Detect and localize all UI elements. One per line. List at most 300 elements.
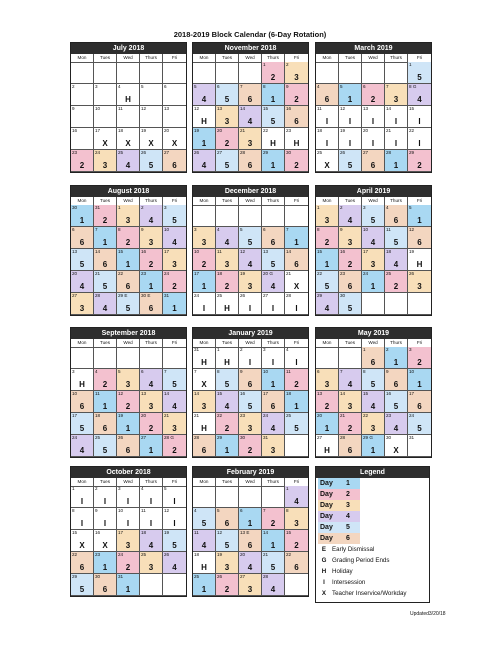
day-cell xyxy=(239,530,262,552)
rotation-code: 5 xyxy=(393,402,399,411)
date-number: 29 G xyxy=(363,435,373,440)
weekday-header xyxy=(193,54,308,62)
date-number: 9 xyxy=(141,227,144,232)
rotation-code: 5 xyxy=(79,260,85,269)
day-cell xyxy=(71,508,94,530)
day-cell xyxy=(385,62,408,84)
date-number: 25 xyxy=(386,271,392,276)
day-cell xyxy=(408,391,431,413)
rotation-code: I xyxy=(103,497,107,506)
rotation-code: 3 xyxy=(148,238,154,247)
date-number: 19 xyxy=(194,128,200,133)
rotation-code: X xyxy=(393,446,399,455)
rotation-code: 3 xyxy=(370,260,376,269)
rotation-code: 3 xyxy=(172,260,177,269)
weekday-label: Wed xyxy=(117,197,140,206)
day-cell xyxy=(316,62,339,84)
date-number: 13 xyxy=(164,106,170,111)
day-cell xyxy=(163,530,186,552)
date-number: 1 xyxy=(118,205,121,210)
legend-code: X xyxy=(321,590,327,597)
day-cell xyxy=(262,106,285,128)
day-cell xyxy=(94,106,117,128)
rotation-code: 3 xyxy=(224,260,230,269)
date-number: 26 xyxy=(240,293,246,298)
rotation-code: 5 xyxy=(347,304,353,313)
day-cell xyxy=(163,508,186,530)
date-number: 19 xyxy=(340,128,346,133)
day-cell xyxy=(140,293,163,315)
date-number: 7 xyxy=(194,369,197,374)
rotation-code: 4 xyxy=(148,216,154,225)
date-number: 17 xyxy=(72,413,78,418)
date-number: 28 xyxy=(240,150,246,155)
rotation-code: 1 xyxy=(270,161,276,170)
date-number: 12 xyxy=(194,106,200,111)
date-number: 17 xyxy=(164,249,170,254)
day-cell xyxy=(262,391,285,413)
day-cell xyxy=(216,486,239,508)
day-cell xyxy=(117,150,140,172)
rotation-code: 5 xyxy=(224,541,230,550)
day-cell xyxy=(385,391,408,413)
rotation-code: 2 xyxy=(294,95,299,104)
day-cell xyxy=(117,106,140,128)
date-number: 15 xyxy=(317,249,323,254)
day-cell xyxy=(339,62,362,84)
date-number: 12 xyxy=(240,249,246,254)
date-number: 21 xyxy=(340,413,346,418)
day-cell xyxy=(140,128,163,150)
rotation-code: 4 xyxy=(270,585,276,594)
day-cell xyxy=(339,249,362,271)
rotation-code: I xyxy=(173,497,176,506)
rotation-code: 4 xyxy=(172,563,177,572)
date-number: 27 xyxy=(263,293,269,298)
day-cell xyxy=(408,435,431,457)
day-cell xyxy=(262,249,285,271)
day-cell xyxy=(163,552,186,574)
day-cell xyxy=(285,293,308,315)
date-number: 23 xyxy=(141,271,147,276)
legend-code-desc: Grading Period Ends xyxy=(332,557,390,564)
rotation-code: X xyxy=(324,161,330,170)
weekday-label: Fri xyxy=(163,54,186,63)
rotation-code: 4 xyxy=(201,161,207,170)
date-number: 19 xyxy=(164,530,170,535)
day-cell xyxy=(362,84,385,106)
day-cell xyxy=(239,84,262,106)
day-cell xyxy=(117,508,140,530)
day-cell xyxy=(71,128,94,150)
day-cell xyxy=(117,227,140,249)
day-cell xyxy=(239,413,262,435)
legend-day-number: 3 xyxy=(346,502,350,509)
rotation-code: 1 xyxy=(347,95,353,104)
date-number: 23 xyxy=(386,413,392,418)
rotation-code: 5 xyxy=(247,402,253,411)
date-number: 25 xyxy=(141,552,147,557)
date-number: 31 xyxy=(194,347,200,352)
day-cell xyxy=(117,391,140,413)
day-cell xyxy=(285,530,308,552)
date-number: 12 xyxy=(409,227,415,232)
date-number: 3 xyxy=(363,205,366,210)
legend-day-swatch xyxy=(318,478,360,489)
date-number: 13 xyxy=(263,249,269,254)
day-cell xyxy=(94,128,117,150)
day-cell xyxy=(362,413,385,435)
rotation-code: 5 xyxy=(417,73,422,82)
day-cell xyxy=(71,552,94,574)
date-number: 28 xyxy=(194,435,200,440)
rotation-code: 1 xyxy=(370,446,376,455)
day-cell xyxy=(385,435,408,457)
rotation-code: 6 xyxy=(224,519,230,528)
day-cell xyxy=(216,227,239,249)
date-number: 11 xyxy=(386,227,391,232)
rotation-code: 6 xyxy=(148,304,154,313)
day-cell xyxy=(262,508,285,530)
weekday-header xyxy=(193,197,308,205)
day-cell xyxy=(239,249,262,271)
date-number: 12 xyxy=(164,508,170,513)
date-number: 5 xyxy=(217,508,220,513)
month-title: August 2018 xyxy=(71,186,186,197)
date-number: 20 xyxy=(363,128,369,133)
rotation-code: H xyxy=(201,117,207,126)
weekday-label: Fri xyxy=(408,197,431,206)
date-number: 8 xyxy=(363,369,366,374)
date-number: 1 xyxy=(363,347,366,352)
date-number: 23 xyxy=(72,150,78,155)
date-number: 8 xyxy=(217,369,220,374)
legend-day-swatch xyxy=(318,489,360,500)
date-number: 15 xyxy=(217,391,223,396)
rotation-code: I xyxy=(173,519,176,528)
date-number: 3 xyxy=(95,84,98,89)
date-number: 6 xyxy=(317,369,320,374)
day-cell xyxy=(408,128,431,150)
month-title: May 2019 xyxy=(316,328,431,339)
day-cell xyxy=(262,84,285,106)
day-cell xyxy=(140,106,163,128)
day-cell xyxy=(239,391,262,413)
rotation-code: 4 xyxy=(370,402,376,411)
weekday-label: Fri xyxy=(408,339,431,348)
day-cell xyxy=(262,530,285,552)
date-number: 17 xyxy=(409,391,415,396)
day-cell xyxy=(193,530,216,552)
date-number: 3 xyxy=(263,347,266,352)
rotation-code: 6 xyxy=(125,446,131,455)
day-cell xyxy=(262,486,285,508)
date-number: 14 xyxy=(194,391,200,396)
date-number: 20 G xyxy=(263,271,273,276)
rotation-code: I xyxy=(271,304,275,313)
day-cell xyxy=(193,435,216,457)
date-number: 3 xyxy=(118,486,121,491)
date-number: 10 xyxy=(194,249,200,254)
day-cell xyxy=(385,150,408,172)
rotation-code: 3 xyxy=(148,563,154,572)
rotation-code: X xyxy=(102,139,108,148)
rotation-code: 1 xyxy=(370,282,376,291)
date-number: 9 xyxy=(286,84,289,89)
date-number: 28 xyxy=(263,574,269,579)
date-number: 7 xyxy=(386,84,389,89)
day-cell xyxy=(408,227,431,249)
rotation-code: 3 xyxy=(148,402,154,411)
day-cell xyxy=(193,391,216,413)
rotation-code: 1 xyxy=(270,380,276,389)
legend-day-number: 2 xyxy=(346,491,350,498)
day-cell xyxy=(117,574,140,596)
weekday-label: Thurs xyxy=(140,197,163,206)
date-number: 2 xyxy=(95,486,98,491)
date-number: 19 xyxy=(240,271,246,276)
date-number: 25 xyxy=(286,413,292,418)
date-number: 30 xyxy=(340,293,346,298)
rotation-code: X xyxy=(201,380,207,389)
rotation-code: 1 xyxy=(324,424,330,433)
rotation-code: X xyxy=(79,541,85,550)
rotation-code: 6 xyxy=(172,161,177,170)
weekday-label: Mon xyxy=(193,197,216,206)
rotation-code: 6 xyxy=(247,95,253,104)
weekday-label: Tues xyxy=(94,54,117,63)
date-number: 18 xyxy=(194,552,200,557)
date-number: 24 xyxy=(409,413,415,418)
date-number: 7 xyxy=(286,227,289,232)
legend-day-label: Day xyxy=(320,535,333,542)
day-cell xyxy=(71,293,94,315)
day-cell xyxy=(239,106,262,128)
day-cell xyxy=(71,413,94,435)
day-cell xyxy=(71,205,94,227)
day-cell xyxy=(193,84,216,106)
day-cell xyxy=(362,391,385,413)
date-number: 24 xyxy=(118,552,124,557)
day-cell xyxy=(216,508,239,530)
day-cell xyxy=(71,369,94,391)
date-number: 7 xyxy=(263,508,266,513)
day-cell xyxy=(71,249,94,271)
rotation-code: 6 xyxy=(294,117,299,126)
rotation-code: H xyxy=(270,139,276,148)
day-cell xyxy=(94,150,117,172)
legend-code-row xyxy=(316,544,429,555)
month-calendar xyxy=(70,466,187,597)
date-number: 5 xyxy=(340,84,343,89)
day-cell xyxy=(339,84,362,106)
day-cell xyxy=(339,293,362,315)
rotation-code: 5 xyxy=(247,238,253,247)
rotation-code: I xyxy=(394,117,398,126)
rotation-code: 5 xyxy=(148,161,154,170)
month-calendar xyxy=(192,466,309,597)
rotation-code: 4 xyxy=(148,541,154,550)
rotation-code: 1 xyxy=(102,402,108,411)
day-cell xyxy=(339,128,362,150)
rotation-code: 3 xyxy=(247,282,253,291)
rotation-code: 6 xyxy=(247,380,253,389)
date-number: 11 xyxy=(118,106,123,111)
day-cell xyxy=(94,508,117,530)
date-number: 27 xyxy=(164,150,170,155)
rotation-code: 5 xyxy=(270,563,276,572)
rotation-code: 6 xyxy=(102,260,108,269)
day-cell xyxy=(239,435,262,457)
rotation-code: I xyxy=(394,139,398,148)
date-number: 31 xyxy=(95,205,101,210)
date-number: 23 xyxy=(340,271,346,276)
day-cell xyxy=(94,249,117,271)
rotation-code: 4 xyxy=(125,161,131,170)
rotation-code: 5 xyxy=(172,541,177,550)
rotation-code: 2 xyxy=(247,446,253,455)
day-cell xyxy=(94,391,117,413)
day-cell xyxy=(285,413,308,435)
day-cell xyxy=(193,271,216,293)
legend-codes xyxy=(316,544,429,599)
date-number: 29 xyxy=(409,150,415,155)
rotation-code: X xyxy=(293,282,300,291)
day-cell xyxy=(239,150,262,172)
rotation-code: 5 xyxy=(224,161,230,170)
date-number: 4 xyxy=(141,486,144,491)
rotation-code: 5 xyxy=(417,424,422,433)
day-cell xyxy=(193,486,216,508)
day-cell xyxy=(163,293,186,315)
day-cell xyxy=(339,391,362,413)
day-cell xyxy=(163,84,186,106)
date-number: 31 xyxy=(263,435,269,440)
legend-day-label: Day xyxy=(320,502,333,509)
weekday-label: Tues xyxy=(216,197,239,206)
rotation-code: 5 xyxy=(224,380,230,389)
day-cell xyxy=(239,128,262,150)
date-number: 13 xyxy=(363,106,369,111)
day-cell xyxy=(316,227,339,249)
rotation-code: 1 xyxy=(125,424,131,433)
date-number: 21 xyxy=(164,413,170,418)
day-cell xyxy=(216,293,239,315)
day-cell xyxy=(71,530,94,552)
day-cell xyxy=(163,391,186,413)
day-cell xyxy=(94,205,117,227)
day-cell xyxy=(216,552,239,574)
weekday-header xyxy=(71,478,186,486)
day-cell xyxy=(362,106,385,128)
rotation-code: 6 xyxy=(201,446,207,455)
date-number: 24 xyxy=(72,435,78,440)
day-cell xyxy=(285,84,308,106)
day-cell xyxy=(408,205,431,227)
date-number: 24 xyxy=(164,271,170,276)
rotation-code: 6 xyxy=(370,358,376,367)
date-number: 1 xyxy=(72,486,75,491)
day-cell xyxy=(239,552,262,574)
day-cell xyxy=(316,205,339,227)
day-cell xyxy=(262,128,285,150)
date-number: 27 xyxy=(217,150,223,155)
day-cell xyxy=(362,369,385,391)
month-title: July 2018 xyxy=(71,43,186,54)
date-number: 25 xyxy=(194,574,200,579)
rotation-code: H xyxy=(201,424,207,433)
rotation-code: H xyxy=(201,563,207,572)
rotation-code: 3 xyxy=(125,380,131,389)
day-cell xyxy=(117,62,140,84)
rotation-code: 3 xyxy=(247,585,253,594)
day-cell xyxy=(385,84,408,106)
rotation-code: 5 xyxy=(172,216,177,225)
date-number: 19 xyxy=(141,128,147,133)
day-cell xyxy=(140,150,163,172)
month-title: April 2019 xyxy=(316,186,431,197)
weekday-label: Fri xyxy=(163,197,186,206)
legend-day-number: 1 xyxy=(346,480,350,487)
weekday-label: Fri xyxy=(285,197,308,206)
rotation-code: 3 xyxy=(172,424,177,433)
day-cell xyxy=(339,413,362,435)
day-cell xyxy=(362,150,385,172)
date-number: 24 xyxy=(194,293,200,298)
rotation-code: 2 xyxy=(224,424,230,433)
date-number: 30 xyxy=(286,150,292,155)
day-cell xyxy=(385,347,408,369)
rotation-code: 1 xyxy=(201,585,207,594)
rotation-code: 4 xyxy=(79,282,85,291)
month-calendar xyxy=(70,327,187,458)
month-calendar xyxy=(192,185,309,316)
legend-day-swatch xyxy=(318,522,360,533)
day-cell xyxy=(216,347,239,369)
rotation-code: 5 xyxy=(172,380,177,389)
month-calendar xyxy=(192,42,309,173)
rotation-code: 3 xyxy=(201,402,207,411)
date-number: 5 xyxy=(164,486,167,491)
day-cell xyxy=(71,271,94,293)
weekday-label: Fri xyxy=(163,478,186,487)
day-cell xyxy=(285,249,308,271)
date-number: 15 xyxy=(286,530,292,535)
rotation-code: 5 xyxy=(201,519,207,528)
date-number: 6 xyxy=(164,84,167,89)
day-cell xyxy=(339,106,362,128)
rotation-code: 1 xyxy=(201,282,207,291)
day-cell xyxy=(239,369,262,391)
date-number: 8 xyxy=(72,508,75,513)
weekday-label: Mon xyxy=(193,478,216,487)
weekday-label: Thurs xyxy=(140,478,163,487)
date-number: 20 xyxy=(240,552,246,557)
legend-title: Legend xyxy=(316,467,429,478)
rotation-code: 1 xyxy=(294,238,299,247)
rotation-code: 5 xyxy=(294,424,299,433)
rotation-code: 3 xyxy=(79,304,85,313)
date-number: 22 xyxy=(409,128,415,133)
date-number: 6 xyxy=(263,227,266,232)
day-cell xyxy=(285,574,308,596)
weekday-label: Wed xyxy=(362,197,385,206)
rotation-code: 1 xyxy=(201,139,207,148)
legend-day-label: Day xyxy=(320,491,333,498)
date-number: 23 xyxy=(240,413,246,418)
day-cell xyxy=(193,369,216,391)
date-number: 4 xyxy=(217,227,220,232)
